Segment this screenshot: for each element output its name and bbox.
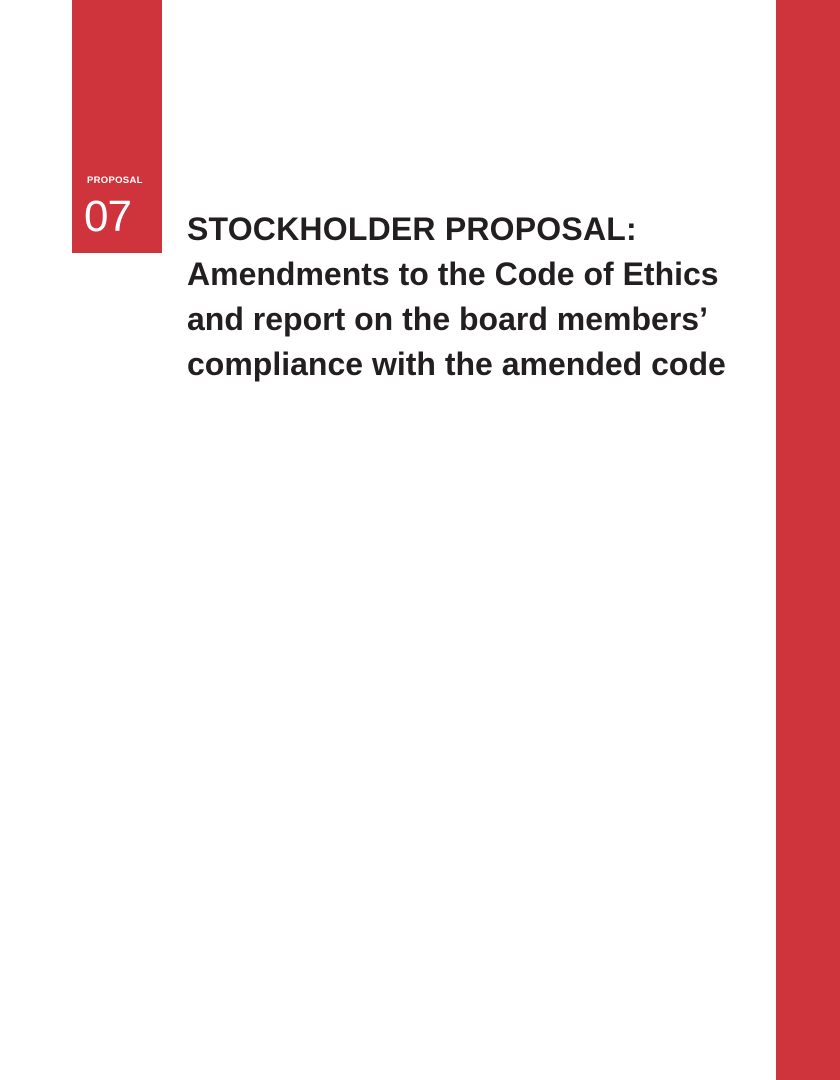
right-accent-bar [776,0,840,1080]
proposal-tab [72,0,162,253]
title-subtitle: Amendments to the Code of Ethics and report on the board members’ compliance with the amended code [187,256,726,382]
proposal-number: 07 [84,192,131,241]
proposal-label: PROPOSAL [87,175,143,186]
page-title [187,207,762,387]
title-heading: STOCKHOLDER PROPOSAL: [187,211,637,247]
